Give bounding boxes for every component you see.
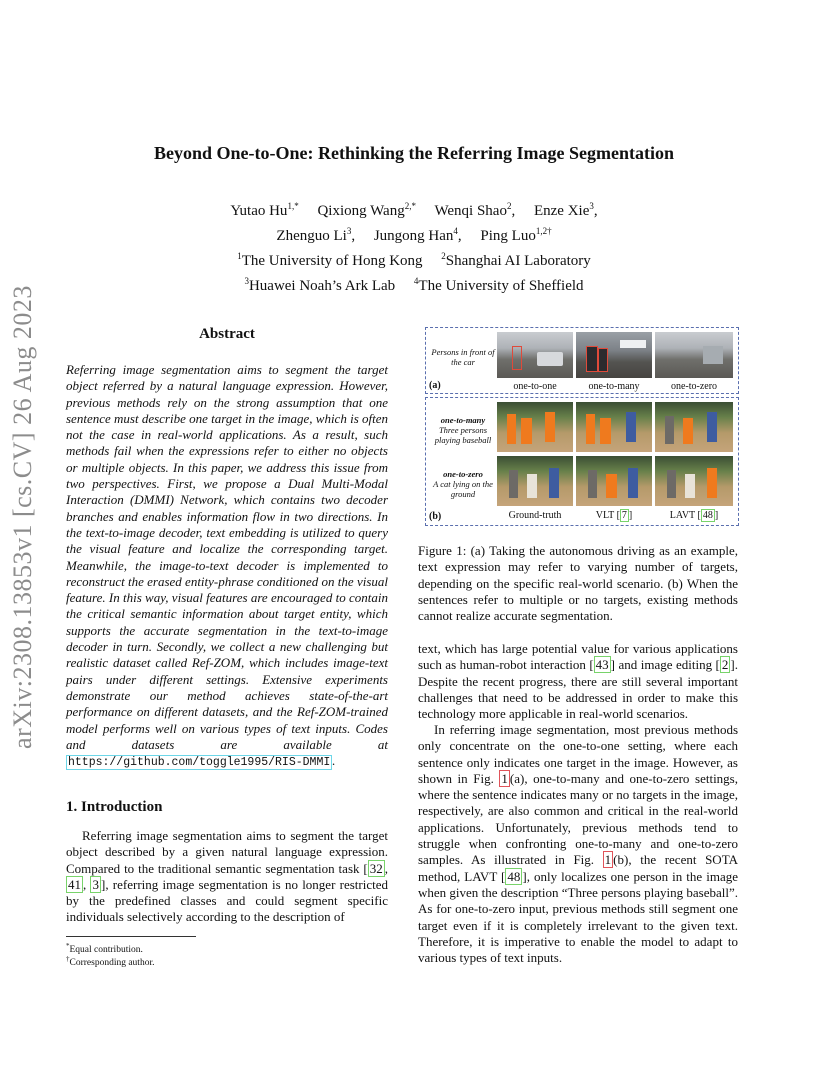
baseball-image-vlt-row2 xyxy=(576,456,652,506)
footnote-mark: † xyxy=(66,955,70,963)
affiliation: Shanghai AI Laboratory xyxy=(445,253,591,269)
affil-sup: 4 xyxy=(413,276,419,286)
affiliation-line-1 xyxy=(120,246,708,271)
author-name: Yutao Hu xyxy=(230,203,288,219)
author-sup: 3 xyxy=(346,226,352,236)
abstract-body xyxy=(66,362,388,771)
baseball-image-lavt-row1 xyxy=(655,402,733,452)
figure-a-label: (a) xyxy=(429,380,441,391)
body-text: In referring image segmentation, most previous methods only concentrate on the one-to-one setting, where each sentence only indicates one target in the image. However, as shown in Fig. xyxy=(418,722,738,786)
author-sup: 1,2† xyxy=(535,226,552,236)
abstract-end: . xyxy=(332,753,336,769)
right-paragraph-2 xyxy=(418,722,738,966)
figure-b-row1-title: one-to-many xyxy=(440,415,486,425)
author-sup: 2 xyxy=(506,201,512,211)
col-label: LAVT xyxy=(669,510,695,521)
affil-sup: 1 xyxy=(237,251,242,261)
figure-b-row1-text: Three persons playing baseball xyxy=(434,425,492,445)
author-line-2: Zhenguo Li$^3$, Jungong Han$^4$, Ping Luo$^{1,2\dagger}$ xyxy=(276,226,552,244)
baseball-image-gt-row1 xyxy=(497,402,573,452)
author-sup: 1,* xyxy=(287,201,299,211)
body-text: text, which has large potential value for various applications such as human-robot interaction [ xyxy=(418,641,738,673)
author-sup: 3 xyxy=(589,201,594,211)
citation-link[interactable]: 3 xyxy=(92,876,99,892)
citation-link[interactable]: 48 xyxy=(507,868,521,884)
citation-link[interactable]: 48 xyxy=(702,510,713,521)
author-name: Wenqi Shao xyxy=(434,203,507,219)
figure-a-col-one-to-one: one-to-one xyxy=(513,381,557,392)
author-name: Jungong Han xyxy=(373,228,454,244)
affiliation: The University of Sheffield xyxy=(418,278,584,294)
citation-link[interactable]: 2 xyxy=(721,657,729,673)
figure-b-row2-text: A cat lying on the ground xyxy=(433,479,493,499)
author-name: Enze Xie xyxy=(533,203,590,219)
affiliation-line-2 xyxy=(120,271,708,296)
figure-a-col-one-to-many: one-to-many xyxy=(588,381,640,392)
footnote-text: Equal contribution. xyxy=(69,945,143,956)
abstract-text: Referring image segmentation aims to segment the target object referred by a natural language expression. However, previous methods rely on the strong assumption that one sentence must describe one target in the image, which is often not the case in real-world applications. As a result, such methods fail when the expressions refer to either no objects or multiple objects. In this paper, we address this issue from two perspectives. First, we propose a Dual Multi-Modal Interaction (DMMI) Network, which contains two decoder branches and enables information flow in two directions. In the text-to-image decoder, text embedding is utilized to query the visual feature and localize the corresponding target. Meanwhile, the image-to-text decoder is implemented to reconstruct the erased entity-phrase conditioned on the visual feature. In this way, visual features are encouraged to contain the critical semantic information about target entity, which supports the accurate segmentation in the text-to-image decoder in turn. Secondly, we collect a new challenging but realistic dataset called Ref-ZOM, which includes image-text pairs under different settings. Extensive experiments demonstrate our method achieves state-of-the-art performance on different datasets, and the Ref-ZOM-trained model performs well on various types of text inputs. Codes and datasets are available at xyxy=(66,362,388,752)
affil-sup: 3 xyxy=(244,276,249,286)
affiliation: The University of Hong Kong xyxy=(241,253,423,269)
figure-b-col-ground-truth: Ground-truth xyxy=(508,510,562,521)
body-text: ] and image editing [ xyxy=(610,657,720,673)
citation-link[interactable]: 43 xyxy=(595,657,609,673)
author-name: Zhenguo Li xyxy=(276,228,347,244)
author-name: Qixiong Wang xyxy=(317,203,405,219)
figure-ref-link[interactable]: 1 xyxy=(501,770,508,786)
street-image-one-to-one xyxy=(497,332,573,378)
street-image-one-to-many xyxy=(576,332,652,378)
right-paragraph-1 xyxy=(418,641,738,722)
figure-b-label: (b) xyxy=(429,511,442,522)
intro-text: ], referring image segmentation is no longer restricted by the predefined classes and could segment specific individuals selectively according to the description of xyxy=(66,876,388,925)
author-line-1: Yutao $Hu^{1,*}$ Qixiong Wang$^{2,*}$ Wenqi Shao$^2$, Enze Xie$^3$, xyxy=(230,201,598,219)
citation-link[interactable]: 32 xyxy=(369,860,383,876)
code-link[interactable]: https://github.com/toggle1995/RIS-DMMI xyxy=(68,756,331,770)
footnote-mark: * xyxy=(66,942,70,950)
citation-link[interactable]: 41 xyxy=(68,876,81,892)
figure-a-col-one-to-zero: one-to-zero xyxy=(670,381,718,392)
citation-link[interactable]: 7 xyxy=(621,510,627,521)
author-sup: 4 xyxy=(453,226,458,236)
footnote-text: Corresponding author. xyxy=(69,958,155,969)
section-heading-introduction: 1. Introduction xyxy=(66,799,163,815)
abstract-heading: Abstract xyxy=(199,326,255,342)
affiliation: Huawei Noah’s Ark Lab xyxy=(248,278,396,294)
col-label: VLT xyxy=(595,510,615,521)
street-image-one-to-zero xyxy=(655,332,733,378)
figure-b-col-lavt: LAVT [ 48 ] xyxy=(669,510,719,521)
affil-sup: 2 xyxy=(441,251,446,261)
author-block xyxy=(120,196,708,296)
body-text: (b), the recent SOTA method, LAVT [ xyxy=(418,852,738,884)
author-sup: 2,* xyxy=(404,201,416,211)
paper-title: Beyond One-to-One: Rethinking the Referring Image Segmentation xyxy=(154,143,674,163)
author-name: Ping Luo xyxy=(480,228,536,244)
arxiv-identifier: arXiv:2308.13853v1 [cs.CV] 26 Aug 2023 xyxy=(8,285,37,749)
baseball-image-vlt-row1 xyxy=(576,402,652,452)
baseball-image-gt-row2 xyxy=(497,456,573,506)
figure-b-col-vlt: VLT [ 7 ] xyxy=(595,510,633,521)
intro-text: Referring image segmentation aims to segment the target object described by a given natural language expression. Compared to the traditional semantic segmentation task [ xyxy=(66,828,388,876)
figure-a-expression: Persons in front of the car xyxy=(431,347,495,367)
figure-ref-link[interactable]: 1 xyxy=(604,852,612,868)
body-text: (a), one-to-many and one-to-zero settings, where the sentence indicates many or no targets in the image, respectively, are also common and critical in the real-world applications. Unfortunately, previous methods tend to struggle when confronting one-to-many and one-to-zero samples. As illustrated in Fig. xyxy=(418,770,738,868)
figure-b-row2-title: one-to-zero xyxy=(443,469,483,479)
footnote-corresponding xyxy=(66,953,154,969)
footnote-divider xyxy=(66,936,196,937)
intro-paragraph: Referring image segmentation aims to segment the target object described by a given natural language expression. Compared to the traditional semantic segmentation task [ 32 , 41 , 3 ], referring image segmentation is no longer restricted by the predefined classes and could segment specific individuals selectively according to the description of xyxy=(66,828,388,925)
baseball-image-lavt-row2 xyxy=(655,456,733,506)
figure-caption: Figure 1: (a) Taking the autonomous driving as an example, text expression may refer to varying number of targets, depending on the specific real-world scenario. (b) When the sentences refer to multiple or no targets, existing methods cannot realize accurate segmentation. xyxy=(418,543,738,624)
body-text: ], only localizes one person in the image when given the description “Three persons playing baseball”. As for one-to-zero input, previous methods still segment one target even if it is completely irrelevant to the given text. Therefore, it is imperative to enable the model to adapt to various types of text inputs. xyxy=(418,868,738,966)
body-text: ]. Despite the recent progress, there are still several important challenges that need to be addressed in order to make this technology more applicable in real-world scenarios. xyxy=(418,657,738,722)
